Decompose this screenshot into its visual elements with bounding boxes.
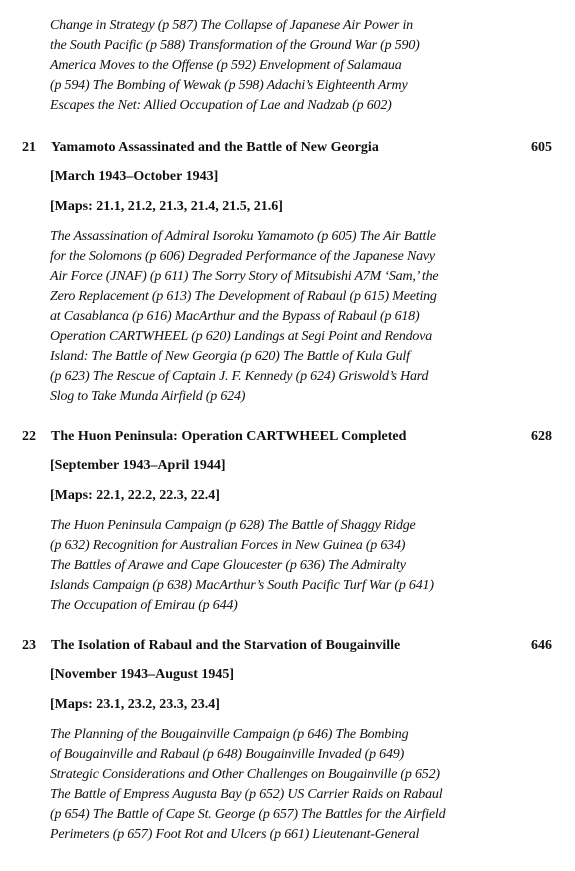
description-line: The Huon Peninsula Campaign (p 628) The Battle of Shaggy Ridge xyxy=(50,518,416,533)
description-line: (p 623) The Rescue of Captain J. F. Kennedy (p 624) Griswold’s Hard xyxy=(50,369,429,384)
chapter-page-number: 628 xyxy=(531,429,552,444)
chapter-number: 22 xyxy=(22,429,36,444)
description-line: Change in Strategy (p 587) The Collapse of Japanese Air Power in xyxy=(50,18,413,33)
description-line: the South Pacific (p 588) Transformation of the Ground War (p 590) xyxy=(50,38,420,53)
description-line: The Occupation of Emirau (p 644) xyxy=(50,598,238,613)
description-line: The Planning of the Bougainville Campaign (p 646) The Bombing xyxy=(50,727,409,742)
chapter-maps-list: [Maps: 22.1, 22.2, 22.3, 22.4] xyxy=(50,488,220,503)
chapter-maps-list: [Maps: 23.1, 23.2, 23.3, 23.4] xyxy=(50,697,220,712)
description-line: Zero Replacement (p 613) The Development of Rabaul (p 615) Meeting xyxy=(50,289,437,304)
chapter-23-entry xyxy=(0,635,575,845)
description-line: Air Force (JNAF) (p 611) The Sorry Story of Mitsubishi A7M ‘Sam,’ the xyxy=(50,269,439,284)
description-line: The Assassination of Admiral Isoroku Yamamoto (p 605) The Air Battle xyxy=(50,229,436,244)
description-line: Escapes the Net: Allied Occupation of Lae and Nadzab (p 602) xyxy=(50,98,392,113)
chapter-22-entry xyxy=(0,426,575,616)
chapter-title: Yamamoto Assassinated and the Battle of New Georgia xyxy=(51,140,379,155)
chapter-heading[interactable] xyxy=(0,635,575,657)
chapter-21-entry xyxy=(0,137,575,407)
description-line: for the Solomons (p 606) Degraded Performance of the Japanese Navy xyxy=(50,249,435,264)
chapter-number: 23 xyxy=(22,638,36,653)
description-line: The Battles of Arawe and Cape Gloucester (p 636) The Admiralty xyxy=(50,558,406,573)
chapter-description xyxy=(50,725,550,845)
chapter-title: The Isolation of Rabaul and the Starvation of Bougainville xyxy=(51,638,401,653)
description-line: (p 654) The Battle of Cape St. George (p 657) The Battles for the Airfield xyxy=(50,807,446,822)
description-line: of Bougainville and Rabaul (p 648) Bougainville Invaded (p 649) xyxy=(50,747,405,762)
description-line: Islands Campaign (p 638) MacArthur’s South Pacific Turf War (p 641) xyxy=(50,578,434,593)
description-line: Operation CARTWHEEL (p 620) Landings at Segi Point and Rendova xyxy=(50,329,433,344)
chapter-heading[interactable] xyxy=(0,137,575,159)
description-line: Slog to Take Munda Airfield (p 624) xyxy=(50,389,246,404)
chapter-title: The Huon Peninsula: Operation CARTWHEEL Completed xyxy=(51,429,407,444)
description-line: Strategic Considerations and Other Challenges on Bougainville (p 652) xyxy=(50,767,440,782)
description-line: Perimeters (p 657) Foot Rot and Ulcers (p 661) Lieutenant-General xyxy=(50,827,420,842)
description-line: (p 632) Recognition for Australian Forces in New Guinea (p 634) xyxy=(50,538,406,553)
chapter-date-range: [November 1943–August 1945] xyxy=(50,667,235,682)
description-line: Island: The Battle of New Georgia (p 620) The Battle of Kula Gulf xyxy=(50,349,410,364)
description-line: America Moves to the Offense (p 592) Envelopment of Salamaua xyxy=(50,58,402,73)
chapter-number: 21 xyxy=(22,140,36,155)
chapter-description xyxy=(50,227,550,407)
chapter-date-range: [September 1943–April 1944] xyxy=(50,458,226,473)
chapter-maps-list: [Maps: 21.1, 21.2, 21.3, 21.4, 21.5, 21.6] xyxy=(50,199,283,214)
chapter-description xyxy=(50,516,550,616)
chapter-page-number: 605 xyxy=(531,140,552,155)
chapter-20-continued-description xyxy=(50,16,550,116)
description-line: (p 594) The Bombing of Wewak (p 598) Adachi’s Eighteenth Army xyxy=(50,78,408,93)
description-line: at Casablanca (p 616) MacArthur and the Bypass of Rabaul (p 618) xyxy=(50,309,420,324)
chapter-date-range: [March 1943–October 1943] xyxy=(50,169,219,184)
chapter-heading[interactable] xyxy=(0,426,575,448)
description-line: The Battle of Empress Augusta Bay (p 652) US Carrier Raids on Rabaul xyxy=(50,787,443,802)
chapter-page-number: 646 xyxy=(531,638,552,653)
